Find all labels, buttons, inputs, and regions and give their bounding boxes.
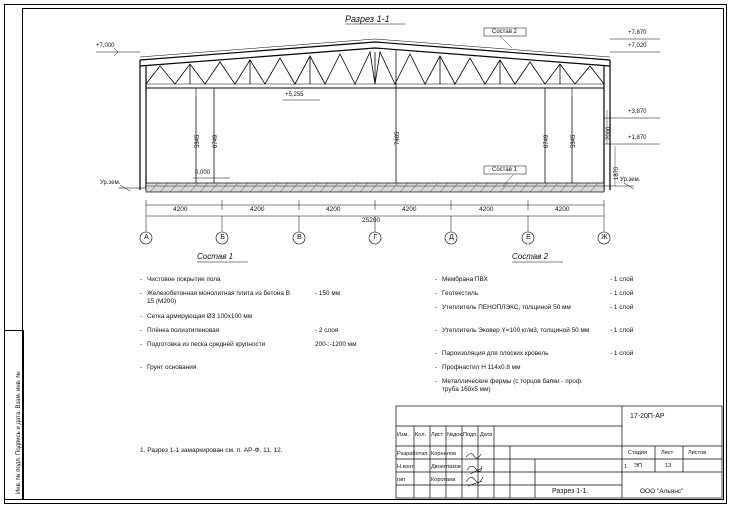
bullet-dash: - bbox=[140, 341, 143, 348]
note-line-1: 1. Разрез 1-1 замаркирован см. п. АР-Ф, 11, 12. bbox=[140, 447, 283, 454]
drawing-title: Разрез 1-1 bbox=[345, 14, 390, 24]
role-label-razrabotal: Разработал bbox=[397, 451, 428, 457]
spec-text: Грунт основания bbox=[147, 364, 197, 371]
company-name: ООО "Альянс" bbox=[640, 488, 684, 495]
elevation-zero: 0,000 bbox=[195, 170, 211, 176]
spec-text: Геотекстиль bbox=[442, 290, 479, 297]
spec-text: Сетка армирующая Ø3 100х100 мм bbox=[147, 313, 253, 320]
spec-value: 200-:-1200 мм bbox=[315, 341, 357, 348]
bay-dim-4: 4200 bbox=[402, 206, 417, 213]
drawing-name: Разрез 1-1. bbox=[552, 488, 589, 495]
role-label-gip: гип bbox=[397, 477, 406, 483]
elevation-plus-5255: +5,255 bbox=[285, 92, 304, 98]
axis-label-d: Д bbox=[449, 234, 454, 241]
side-stamp-text: Инв. № подл. Подпись и дата. Взам. инв. № bbox=[16, 371, 22, 494]
elevation-plus-7870: +7,870 bbox=[628, 30, 647, 36]
bay-dim-6: 4200 bbox=[555, 206, 570, 213]
ground-level-right: Ур.зем. bbox=[620, 177, 641, 183]
stage-header-stadiya: Стадия bbox=[628, 450, 648, 456]
stage-header-list: Лист bbox=[661, 450, 674, 456]
bullet-dash: - bbox=[435, 304, 438, 311]
rev-header-data: Дата bbox=[480, 432, 493, 438]
axis-label-g: Г bbox=[373, 234, 378, 241]
axis-label-b: Б bbox=[220, 234, 225, 241]
bullet-dash: - bbox=[435, 276, 438, 283]
spec-value: - 1 слой bbox=[610, 327, 634, 334]
sheet-counter-mark: 1 bbox=[624, 464, 628, 470]
ground-level-left: Ур.зем. bbox=[100, 180, 121, 186]
spec-value: - 1 слой bbox=[610, 304, 634, 311]
elevation-plus-1870: +1,870 bbox=[628, 135, 647, 141]
spec-text: Пароизоляция для плоских кровель bbox=[442, 350, 549, 357]
spec-value: - 1 слой bbox=[610, 290, 634, 297]
spec-text: Плёнка полиэтиленовая bbox=[147, 327, 220, 334]
vdim-1870: 1870 bbox=[614, 166, 620, 180]
bay-dim-1: 4200 bbox=[173, 206, 188, 213]
rev-header-list: Лист bbox=[431, 432, 444, 438]
composition-2-title: Состав 2 bbox=[512, 252, 549, 261]
spec-text: Профнастил Н 114х0.8 мм bbox=[442, 364, 521, 371]
spec-text: Утеплитель ПЕНОПЛЭКС, толщиной 50 мм bbox=[442, 304, 571, 311]
bullet-dash: - bbox=[435, 327, 438, 334]
vdim-5345-left: 5345 bbox=[195, 134, 201, 148]
bullet-dash: - bbox=[140, 327, 143, 334]
rev-header-ndok: №док bbox=[447, 432, 462, 438]
elevation-plus-7020: +7,020 bbox=[628, 43, 647, 49]
rev-header-izm: Изм. bbox=[397, 432, 409, 438]
spec-value: - 1 слой bbox=[610, 276, 634, 283]
bullet-dash: - bbox=[435, 364, 438, 371]
role-name-dvoeglazov: Двоеглазов bbox=[431, 464, 461, 470]
spec-text: Железобетонная монолитная плита из бетона В 15 (М200) bbox=[147, 290, 291, 305]
total-dim: 25200 bbox=[362, 217, 381, 224]
rev-header-podp: Подп. bbox=[463, 432, 478, 438]
elevation-plus-7000: +7,000 bbox=[96, 43, 115, 49]
bullet-dash: - bbox=[435, 350, 438, 357]
spec-text: Подготовка из песка средней крупности bbox=[147, 341, 266, 348]
spec-text: Чистовое покрытие пола bbox=[147, 276, 221, 283]
vdim-5345-right: 5345 bbox=[571, 134, 577, 148]
spec-value: - 150 мм bbox=[315, 290, 341, 297]
elevation-plus-3870: +3,870 bbox=[628, 109, 647, 115]
bullet-dash: - bbox=[140, 276, 143, 283]
axis-label-v: В bbox=[297, 234, 302, 241]
bullet-dash: - bbox=[140, 364, 143, 371]
vdim-6749-left: 6749 bbox=[213, 134, 219, 148]
bullet-dash: - bbox=[435, 378, 438, 385]
spec-value: - 2 слоя bbox=[315, 327, 339, 334]
role-label-nkont: Н.конт. bbox=[397, 464, 415, 470]
spec-text: Мембрана ПВХ bbox=[442, 276, 488, 283]
rev-header-kol: Кол. bbox=[415, 432, 427, 438]
project-code: 17-20П-АР bbox=[630, 413, 665, 420]
axis-label-a: А bbox=[144, 234, 149, 241]
stage-value-ep: ЭП bbox=[634, 463, 643, 469]
callout-sostav-1: Состав 1 bbox=[492, 167, 517, 173]
vdim-2000: 2000 bbox=[606, 126, 612, 140]
role-name-korotaev: Коротаев bbox=[431, 477, 456, 483]
composition-1-title: Состав 1 bbox=[197, 252, 234, 261]
role-name-kornilov: Корнилов bbox=[431, 451, 457, 457]
bullet-dash: - bbox=[140, 313, 143, 320]
bay-dim-3: 4200 bbox=[326, 206, 341, 213]
spec-text: Металлические фермы (с торцов балки - проф. труба 160х5 мм) bbox=[442, 378, 583, 393]
bullet-dash: - bbox=[140, 290, 143, 297]
vdim-7465-centre: 7465 bbox=[395, 131, 401, 145]
callout-sostav-2: Состав 2 bbox=[492, 29, 517, 35]
spec-text: Утеплитель Эковер Y=100 кг/м3, толщиной 50 мм bbox=[442, 327, 590, 334]
spec-value: - 1 слой bbox=[610, 350, 634, 357]
stage-value-sheet: 13 bbox=[665, 463, 672, 469]
bay-dim-2: 4200 bbox=[250, 206, 265, 213]
stage-header-listov: Листов bbox=[688, 450, 707, 456]
axis-label-zh: Ж bbox=[601, 234, 608, 241]
bay-dim-5: 4200 bbox=[479, 206, 494, 213]
bullet-dash: - bbox=[435, 290, 438, 297]
vdim-6749-right: 6749 bbox=[544, 134, 550, 148]
axis-label-e: Е bbox=[526, 234, 531, 241]
